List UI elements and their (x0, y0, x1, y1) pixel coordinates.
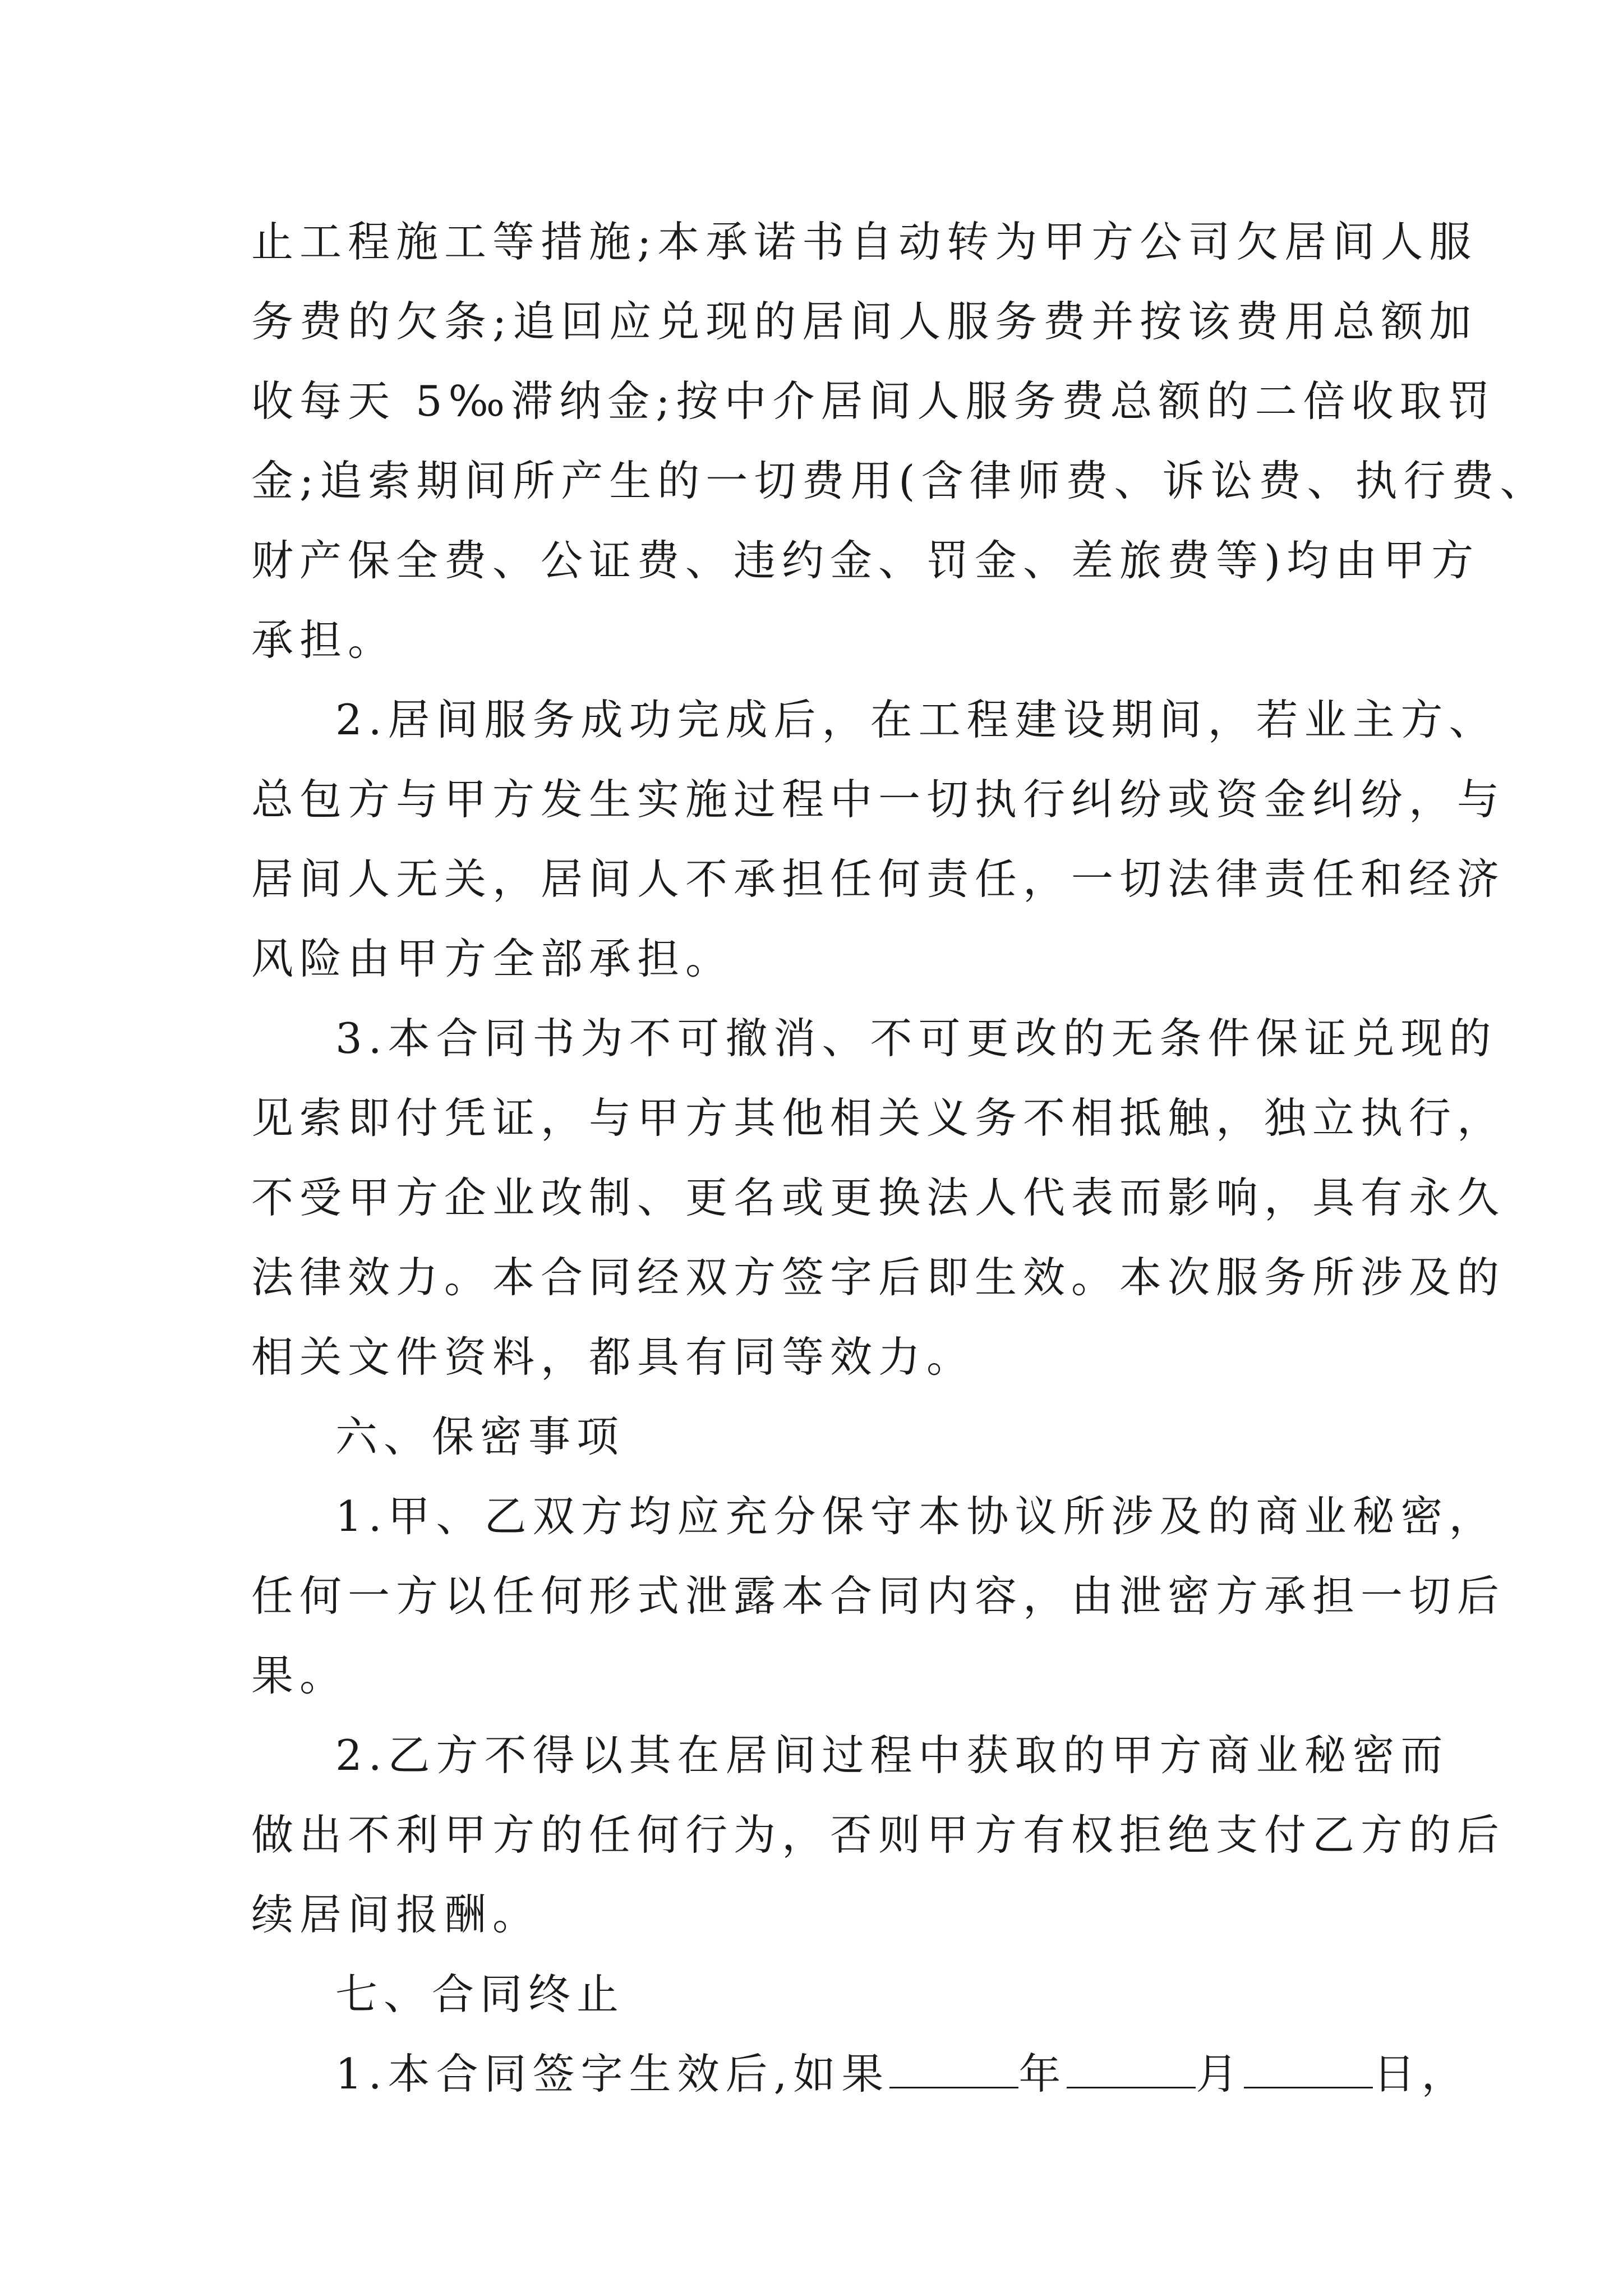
text-line: 任何一方以任何形式泄露本合同内容，由泄密方承担一切后 (251, 1571, 1506, 1621)
clause-prefix: 1.本合同签字生效后,如果 (335, 2049, 890, 2099)
text-line: 务费的欠条;追回应兑现的居间人服务费并按该费用总额加 (251, 297, 1478, 346)
text-line: 做出不利甲方的任何行为，否则甲方有权拒绝支付乙方的后 (251, 1810, 1506, 1860)
text-line: 风险由甲方全部承担。 (251, 934, 734, 983)
section-heading: 六、保密事项 (335, 1412, 625, 1461)
text-line: 见索即付凭证，与甲方其他相关义务不相抵触，独立执行， (251, 1093, 1506, 1143)
text-line: 1.甲、乙双方均应充分保守本协议所涉及的商业秘密， (335, 1492, 1497, 1541)
text-line: 法律效力。本合同经双方签字后即生效。本次服务所涉及的 (251, 1253, 1506, 1302)
month-blank (1067, 2047, 1196, 2088)
text-line: 财产保全费、公证费、违约金、罚金、差旅费等)均由甲方 (251, 536, 1480, 585)
day-blank (1244, 2047, 1373, 2088)
text-line: 止工程施工等措施;本承诺书自动转为甲方公司欠居间人服 (251, 217, 1478, 266)
text-line: 3.本合同书为不可撤消、不可更改的无条件保证兑现的 (335, 1014, 1497, 1063)
text-line: 承担。 (251, 615, 396, 665)
text-line: 收每天 5‰滞纳金;按中介居间人服务费总额的二倍收取罚 (251, 376, 1496, 426)
text-line: 续居间报酬。 (251, 1890, 541, 1939)
termination-clause-line (251, 2045, 1470, 2102)
text-line: 2.居间服务成功完成后，在工程建设期间，若业主方、 (335, 695, 1497, 744)
text-line: 果。 (251, 1651, 348, 1700)
year-label: 年 (1018, 2049, 1067, 2099)
year-blank (889, 2047, 1018, 2088)
day-label: 日， (1373, 2049, 1470, 2099)
text-line: 相关文件资料，都具有同等效力。 (251, 1332, 975, 1382)
document-body (251, 213, 1548, 2102)
text-line: 金;追索期间所产生的一切费用(含律师费、诉讼费、执行费、 (251, 456, 1548, 505)
text-line: 2.乙方不得以其在居间过程中获取的甲方商业秘密而 (335, 1731, 1449, 1780)
section-heading: 七、合同终止 (335, 1970, 625, 2019)
month-label: 月 (1196, 2049, 1244, 2099)
text-line: 不受甲方企业改制、更名或更换法人代表而影响，具有永久 (251, 1173, 1506, 1222)
text-line: 总包方与甲方发生实施过程中一切执行纠纷或资金纠纷，与 (251, 775, 1506, 824)
text-line: 居间人无关，居间人不承担任何责任，一切法律责任和经济 (251, 854, 1506, 904)
